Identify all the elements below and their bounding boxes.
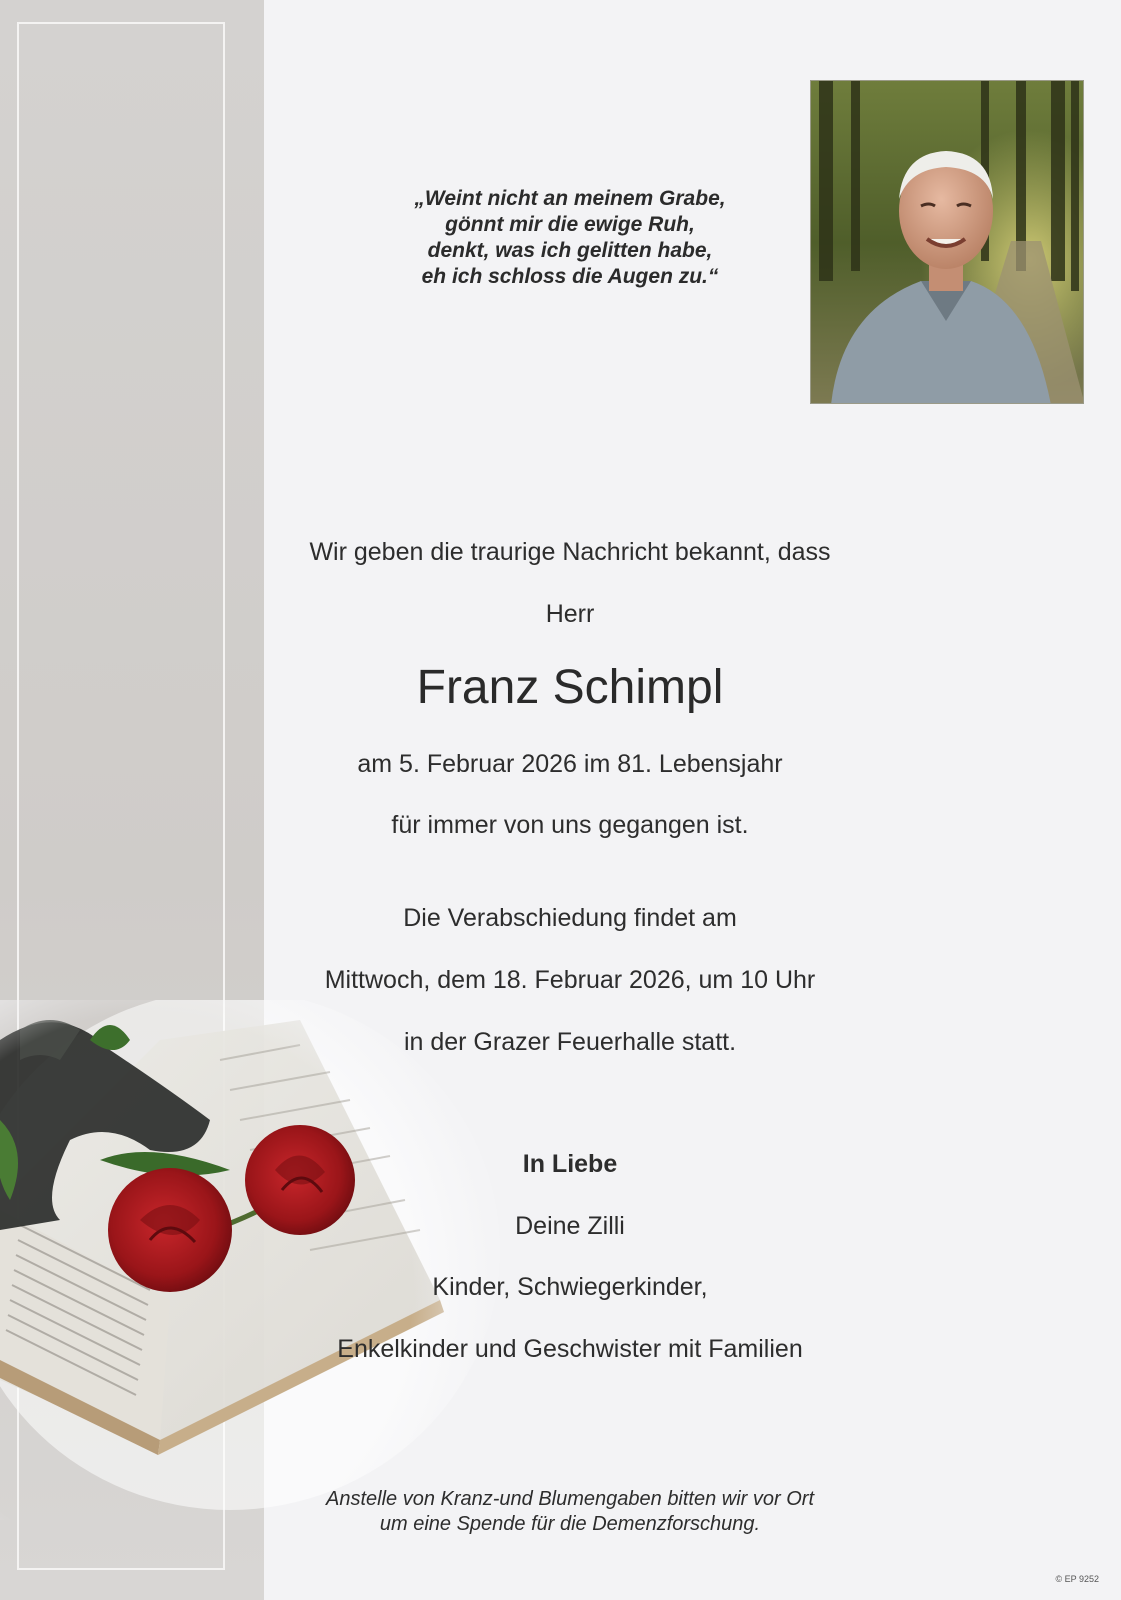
quote-line: eh ich schloss die Augen zu.“ — [421, 265, 719, 288]
book-roses-image — [0, 1000, 500, 1520]
print-code: © EP 9252 — [1055, 1574, 1099, 1584]
ceremony-location: in der Grazer Feuerhalle statt. — [403, 1028, 737, 1056]
ceremony-intro: Die Verabschiedung findet am — [403, 904, 737, 932]
memorial-quote — [360, 186, 780, 290]
mourner-line: Kinder, Schwiegerkinder, — [432, 1273, 708, 1301]
quote-line: „Weint nicht an meinem Grabe, — [414, 187, 726, 210]
donation-note-line: Anstelle von Kranz-und Blumengaben bitten wir vor Ort — [325, 1488, 815, 1510]
donation-note — [270, 1487, 870, 1537]
portrait-photo — [810, 80, 1084, 404]
passing-statement: für immer von uns gegangen ist. — [391, 811, 749, 839]
mourners-heading: In Liebe — [522, 1150, 618, 1178]
salutation: Herr — [545, 600, 595, 628]
deceased-name: Franz Schimpl — [416, 661, 724, 714]
date-of-death: am 5. Februar 2026 im 81. Lebensjahr — [357, 750, 783, 778]
mourner-line: Enkelkinder und Geschwister mit Familien — [337, 1335, 803, 1363]
quote-line: denkt, was ich gelitten habe, — [427, 239, 713, 262]
mourner-line: Deine Zilli — [515, 1212, 625, 1240]
ceremony-date: Mittwoch, dem 18. Februar 2026, um 10 Uhr — [324, 966, 816, 994]
announcement-intro: Wir geben die traurige Nachricht bekannt, dass — [309, 538, 831, 566]
quote-line: gönnt mir die ewige Ruh, — [445, 213, 695, 236]
donation-note-line: um eine Spende für die Demenzforschung. — [379, 1513, 761, 1535]
